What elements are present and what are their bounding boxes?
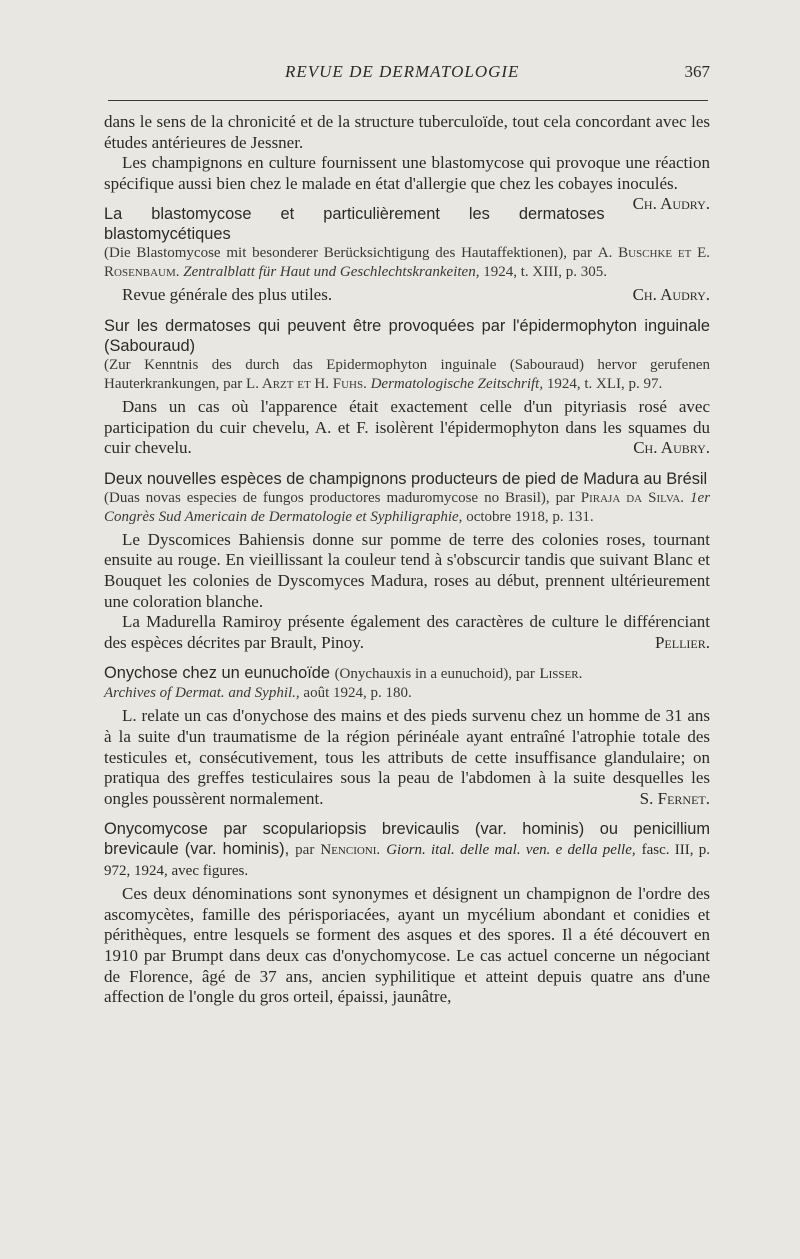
article-title: Sur les dermatoses qui peuvent être provoquées par l'épidermophyton inguinale (Sabouraud) [104,316,710,355]
running-head [0,62,800,86]
ref-original: (Duas novas especies de fungos productores maduromycose no Brasil), [104,489,550,506]
article-title [104,663,710,684]
ref-by: par [572,245,592,262]
ref-journal: 1er Congrès Sud Americain de Dermatologie et Syphiligraphie, [104,489,711,525]
ref-journal: Giorn. ital. delle mal. ven. e della pelle, [386,842,636,859]
article-paragraph-text: L. relate un cas d'onychose des mains et des pieds survenu chez un homme de 31 ans à la suite d'un traumatisme de la région périnéale ayant entraîné l'atrophie totale des testicules et, consécutivement, tous les attributs de cette insuffisance glandulaire; on pratiqua des greffes testiculaires sous la peau de l'abdomen à la suite desquelles les ongles poussèrent normalement. [104,706,710,808]
header-rule [108,100,708,101]
article-paragraph: Le Dyscomices Bahiensis donne sur pomme de terre des colonies roses, tournant ensuite au rouge. En vieillissant la couleur tend à s'obscurcir tandis que suivant Blanc et Bouquet les colonies de Dyscomyces Madura, roses au début, prennent ultérieurement une coloration blanche. [104,529,710,611]
article-title: La blastomycose et particulièrement les dermatoses blastomycétiques [104,205,605,244]
ref-journal: Zentralblatt für Haut und Geschlechtskrankeiten, [183,264,480,281]
ref-tail: août 1924, p. 180. [303,685,412,702]
article-signature: Pellier. [654,632,710,652]
article-4 [104,663,710,809]
article-2 [104,316,710,459]
article-paragraph-text: Dans un cas où l'apparence était exactement celle d'un pityriasis rosé avec participation du cuir chevelu, A. et F. isolèrent l'épidermophyton dans les squames du cuir chevelu. [104,396,710,458]
running-title: REVUE DE DERMATOLOGIE [285,62,520,81]
article-signature: S. Fernet. [639,788,710,808]
ref-tail: fasc. III, p. 972, 1924, avec figures. [104,842,710,880]
ref-authors: Piraja da Silva. [580,489,685,506]
page-number: 367 [684,62,710,81]
ref-authors: A. Buschke et E. Rosenbaum. [104,245,711,281]
article-title-text: Onycomycose par scopulariopsis brevicaulis (var. hominis) ou penicillium brevicaule (var. hominis), [104,820,710,859]
article-paragraph-text: La Madurella Ramiroy présente également des caractères de culture le différenciant des espèces décrites par Brault, Pinoy. [104,612,710,652]
ref-journal: Archives of Dermat. and Syphil., [104,685,300,702]
ref-original: (Die Blastomycose mit besonderer Berücksichtigung des Hautaffektionen), [104,245,568,262]
ref-tail: octobre 1918, p. 131. [466,508,594,525]
ref-tail: 1924, t. XIII, p. 305. [483,264,607,281]
article-signature: Ch. Aubry. [633,438,710,458]
intro-signature: Ch. Audry. [632,194,710,214]
ref-tail: 1924, t. XLI, p. 97. [546,375,663,392]
article-paragraph [104,397,710,459]
ref-original: (Onychauxis in a eunuchoid), par [334,666,535,683]
article-paragraph-text: Revue générale des plus utiles. [122,285,333,305]
page-body [104,112,710,1008]
article-paragraph [104,706,710,809]
intro-paragraph-2 [104,153,710,214]
ref-journal: Dermatologische Zeitschrift, [370,375,544,392]
intro-paragraph-1: dans le sens de la chronicité et de la structure tuberculoïde, tout cela concordant avec les études antérieures de Jessner. [104,112,710,152]
article-reference [104,489,710,527]
article-title [104,819,710,881]
article-signature: Ch. Audry. [632,285,710,305]
article-paragraph: Ces deux dénominations sont synonymes et désignent un champignon de l'ordre des ascomycètes, famille des périsporiacées, ayant un mycélium abondant et conidies et périthèques, entre lesquels se forment des asques et des spores. Il a été découvert en 1910 par Brumpt dans deux cas d'onychomycose. Le cas actuel concerne un négociant de Florence, âgé de 37 ans, ancien syphilitique et atteint depuis quatre ans d'une affection de l'ongle du gros orteil, épaissi, jaunâtre, [104,884,710,1007]
article-title-text: Onychose chez un eunuchoïde [104,664,330,683]
article-title: Deux nouvelles espèces de champignons producteurs de pied de Madura au Brésil [104,469,708,488]
article-1 [104,204,710,306]
intro-paragraph-2-text: Les champignons en culture fournissent une blastomycose qui provoque une réaction spécifique aussi bien chez le malade en état d'allergie que chez les cobayes inoculés. [104,153,710,193]
article-paragraph [104,612,710,653]
article-reference [104,356,710,394]
ref-by: par [555,489,575,506]
article-reference [104,684,710,703]
article-5 [104,819,710,1008]
ref-authors: Lisser. [539,666,583,683]
ref-authors: L. Arzt et H. Fuhs. [246,375,367,392]
article-reference [104,244,710,282]
ref-original: (Zur Kenntnis des durch das Epidermophyton inguinale (Sabouraud) hervor gerufenen Hauterkrankungen, par [104,356,710,392]
article-3 [104,469,710,654]
article-paragraph [104,285,710,306]
ref-by: par [295,842,315,859]
ref-authors: Nencioni. [320,842,381,859]
